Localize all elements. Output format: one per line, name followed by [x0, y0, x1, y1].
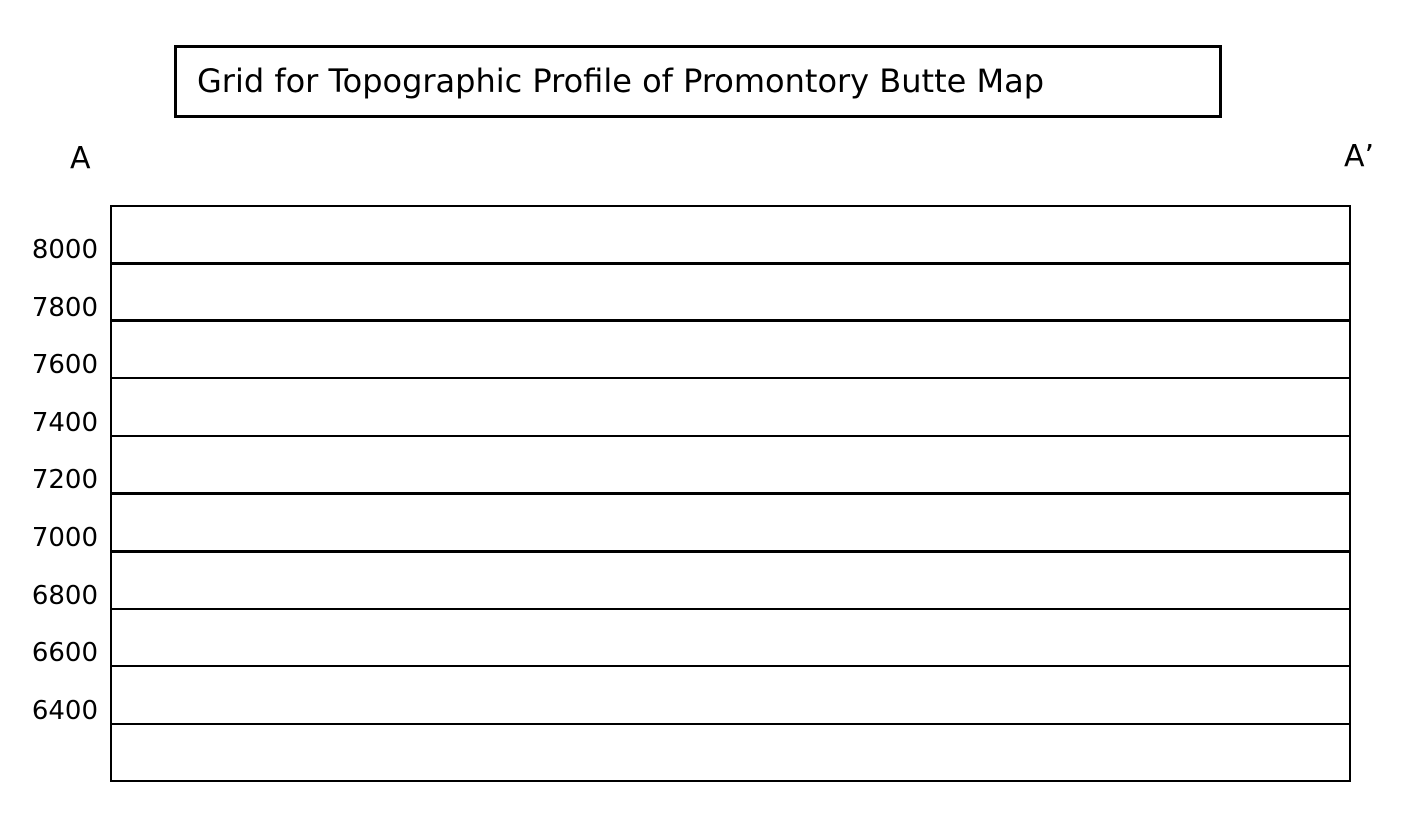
profile-grid: [110, 205, 1351, 782]
elevation-line-7600: [112, 377, 1349, 379]
elevation-label-7800: 7800: [31, 292, 98, 323]
page-title: Grid for Topographic Profile of Promontory Butte Map: [197, 62, 1044, 100]
profile-endpoint-start-label: A: [70, 141, 91, 176]
elevation-line-7200: [112, 492, 1349, 495]
elevation-label-6400: 6400: [31, 695, 98, 726]
elevation-line-6800: [112, 608, 1349, 610]
elevation-line-6400: [112, 723, 1349, 725]
elevation-label-7400: 7400: [31, 407, 98, 438]
elevation-label-7600: 7600: [31, 350, 98, 381]
elevation-label-6600: 6600: [31, 638, 98, 669]
elevation-label-7200: 7200: [31, 465, 98, 496]
elevation-label-8000: 8000: [31, 235, 98, 265]
elevation-label-7000: 7000: [31, 523, 98, 553]
elevation-label-6800: 6800: [31, 580, 98, 611]
elevation-line-6600: [112, 665, 1349, 667]
profile-endpoint-end-label: A’: [1344, 139, 1375, 174]
title-box: [174, 45, 1222, 118]
elevation-line-7800: [112, 319, 1349, 322]
elevation-line-8000: [112, 262, 1349, 265]
elevation-line-7400: [112, 435, 1349, 437]
elevation-line-7000: [112, 550, 1349, 553]
